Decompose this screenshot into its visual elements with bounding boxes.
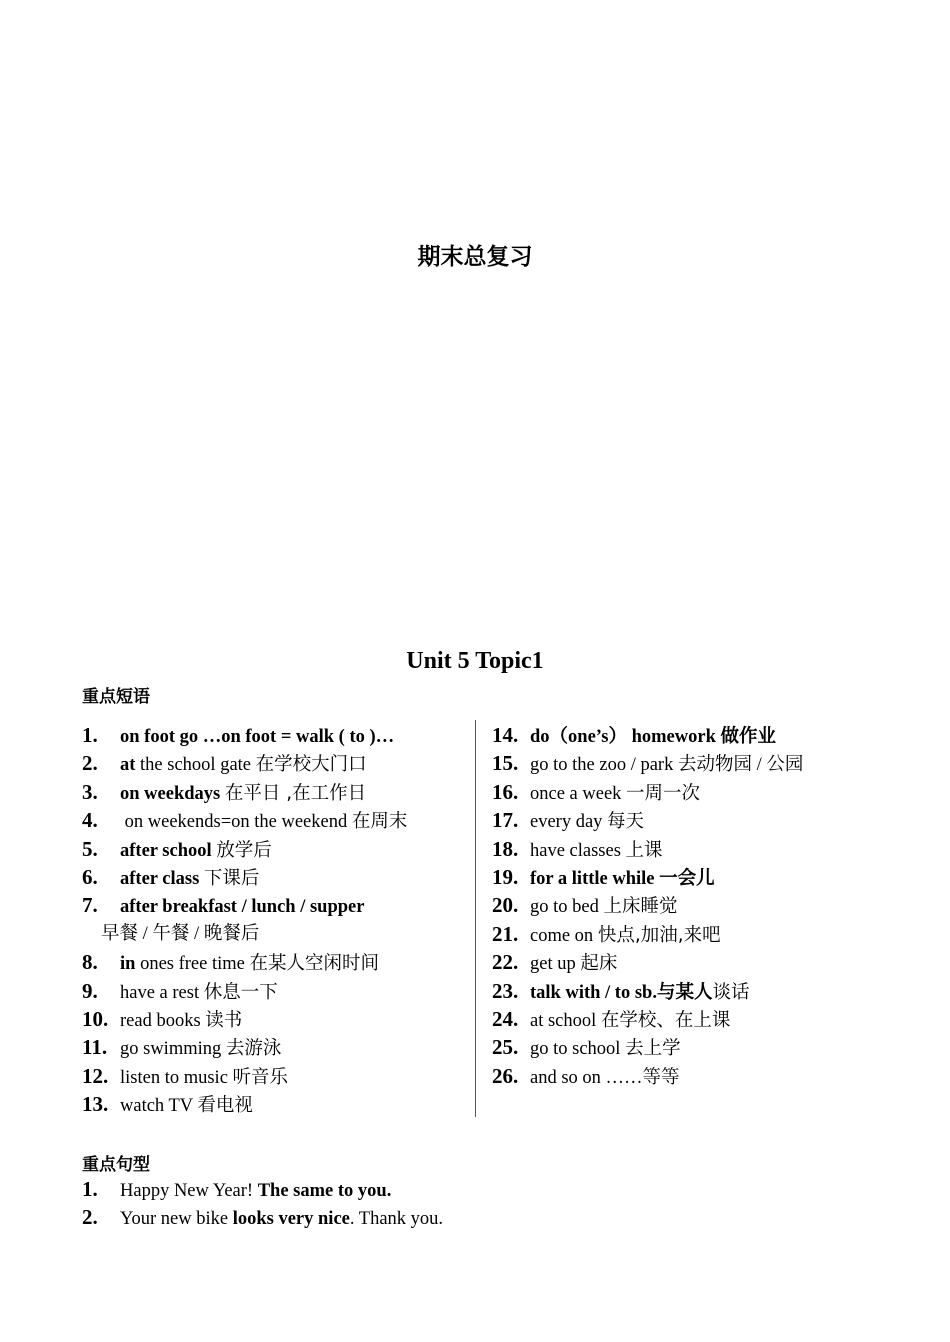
item-translation: 去动物园	[677, 754, 752, 776]
list-item	[492, 806, 872, 834]
list-item	[82, 835, 462, 863]
item-text: The same to you.	[257, 1181, 392, 1201]
item-translation: 在学校、在上课	[600, 1009, 731, 1031]
item-translation: 快点,加油,来吧	[597, 924, 721, 946]
item-translation: 一会儿	[659, 867, 715, 889]
item-translation: 每天	[607, 811, 645, 833]
item-text: go to school	[530, 1039, 626, 1060]
item-translation: 在平日 ,在工作日	[224, 782, 367, 804]
item-number: 5.	[82, 836, 98, 861]
item-translation: 晚餐后	[203, 922, 260, 944]
list-item	[82, 721, 462, 749]
item-text: ones free time	[135, 954, 250, 975]
item-text: go swimming	[120, 1039, 226, 1060]
item-text: come on	[530, 925, 598, 946]
item-translation: 在学校大门口	[255, 754, 367, 776]
item-text: /	[751, 755, 767, 776]
item-translation: 上课	[625, 839, 663, 861]
item-text: for a little while	[530, 868, 660, 889]
phrase-list-left	[82, 721, 462, 1118]
list-item	[492, 721, 872, 749]
item-translation: 一周一次	[626, 782, 701, 804]
list-item	[492, 835, 872, 863]
item-number: 1.	[82, 723, 98, 747]
list-item	[492, 948, 872, 976]
item-number: 6.	[82, 864, 98, 889]
list-item	[492, 920, 872, 948]
column-divider	[475, 720, 476, 1117]
item-translation: 休息一下	[203, 981, 278, 1003]
item-number: 2.	[82, 751, 98, 776]
item-translation: 谈话	[712, 981, 750, 1003]
item-text: . Thank you.	[349, 1209, 444, 1230]
item-text: Happy New Year!	[120, 1181, 258, 1201]
item-text: read books	[120, 1010, 206, 1031]
item-translation: 等等	[642, 1066, 680, 1088]
item-number: 15.	[492, 751, 519, 776]
item-translation: 放学后	[216, 839, 272, 861]
item-translation: 去上学	[625, 1038, 681, 1060]
item-text: talk with / to sb.	[530, 982, 657, 1003]
item-number: 22.	[492, 950, 519, 975]
list-item	[492, 891, 872, 919]
item-translation: 读书	[205, 1009, 243, 1031]
item-text: and so on ……	[530, 1067, 643, 1088]
item-number: 25.	[492, 1035, 519, 1060]
phrase-list-right	[492, 721, 872, 1090]
sentence-list	[82, 1175, 443, 1232]
item-translation: 与某人	[656, 981, 713, 1003]
item-text: at	[120, 755, 136, 776]
item-text: listen to music	[120, 1067, 233, 1088]
item-text: after breakfast / lunch / supper	[120, 897, 365, 918]
list-item	[82, 1005, 462, 1033]
item-text: after class	[120, 868, 200, 889]
item-number: 23.	[492, 978, 519, 1003]
list-item	[492, 778, 872, 806]
sentences-heading: 重点句型	[82, 1155, 150, 1175]
item-text: in	[120, 954, 136, 975]
page-title: 期末总复习	[417, 244, 533, 270]
item-text: have classes	[530, 840, 626, 861]
list-item	[82, 1203, 443, 1231]
item-number: 3.	[82, 779, 98, 804]
item-text: watch TV	[120, 1096, 198, 1117]
list-item	[492, 1033, 872, 1061]
item-text: get up	[530, 954, 581, 975]
item-text: on weekdays	[120, 783, 221, 804]
item-translation: 下课后	[203, 867, 260, 889]
item-translation: 上床睡觉	[603, 896, 678, 918]
item-number: 9.	[82, 978, 98, 1003]
list-item	[82, 1175, 443, 1203]
item-number: 4.	[82, 808, 98, 833]
item-translation: 在某人空闲时间	[249, 953, 379, 975]
item-number: 18.	[492, 836, 519, 861]
item-number: 16.	[492, 779, 519, 804]
list-item	[82, 1062, 462, 1090]
item-text: after school	[120, 840, 212, 861]
unit-title: Unit 5 Topic1	[406, 648, 544, 674]
list-item	[82, 891, 462, 919]
item-number: 21.	[492, 921, 519, 946]
item-number: 26.	[492, 1063, 519, 1088]
list-item	[492, 1062, 872, 1090]
item-translation: 看电视	[197, 1095, 253, 1117]
item-text: Your new bike	[120, 1209, 233, 1230]
item-text: on weekends=on the weekend	[120, 812, 352, 833]
item-text: at school	[530, 1010, 601, 1031]
item-number: 20.	[492, 893, 519, 918]
item-number: 10.	[82, 1006, 109, 1031]
phrases-heading: 重点短语	[82, 687, 150, 707]
list-item	[492, 977, 872, 1005]
list-item	[492, 863, 872, 891]
item-text: /	[189, 923, 204, 944]
item-translation: 早餐	[101, 922, 139, 944]
item-text: the school gate	[135, 755, 256, 776]
list-item	[82, 806, 462, 834]
item-number: 12.	[82, 1063, 109, 1088]
list-item	[82, 778, 462, 806]
item-text: once a week	[530, 783, 627, 804]
item-text: every day	[530, 812, 608, 833]
item-number: 8.	[82, 950, 98, 975]
item-translation: 午餐	[152, 922, 190, 944]
item-translation: 听音乐	[232, 1066, 289, 1088]
list-item	[82, 920, 462, 948]
list-item	[82, 863, 462, 891]
item-translation: 去游泳	[225, 1038, 282, 1060]
list-item	[82, 749, 462, 777]
item-text: do（one’s） homework	[530, 727, 721, 747]
item-number: 7.	[82, 893, 98, 918]
item-number: 2.	[82, 1205, 98, 1230]
item-number: 14.	[492, 723, 519, 747]
item-translation: 公园	[766, 754, 804, 776]
list-item	[492, 1005, 872, 1033]
item-translation: 做作业	[720, 726, 776, 747]
item-number: 11.	[82, 1035, 108, 1060]
item-text: have a rest	[120, 982, 204, 1003]
list-item	[492, 749, 872, 777]
item-number: 19.	[492, 864, 519, 889]
item-number: 1.	[82, 1177, 98, 1201]
item-text: looks very nice	[232, 1209, 350, 1230]
item-translation: 起床	[580, 953, 618, 975]
item-text: /	[138, 923, 153, 944]
item-text: go to the zoo / park	[530, 755, 678, 776]
item-number: 13.	[82, 1092, 109, 1117]
item-number: 17.	[492, 808, 519, 833]
list-item	[82, 977, 462, 1005]
list-item	[82, 948, 462, 976]
list-item	[82, 1090, 462, 1118]
list-item	[82, 1033, 462, 1061]
item-text: go to bed	[530, 897, 604, 918]
item-translation: 在周末	[351, 811, 408, 833]
item-text: on foot go …on foot = walk ( to )…	[120, 727, 395, 747]
item-number: 24.	[492, 1006, 519, 1031]
